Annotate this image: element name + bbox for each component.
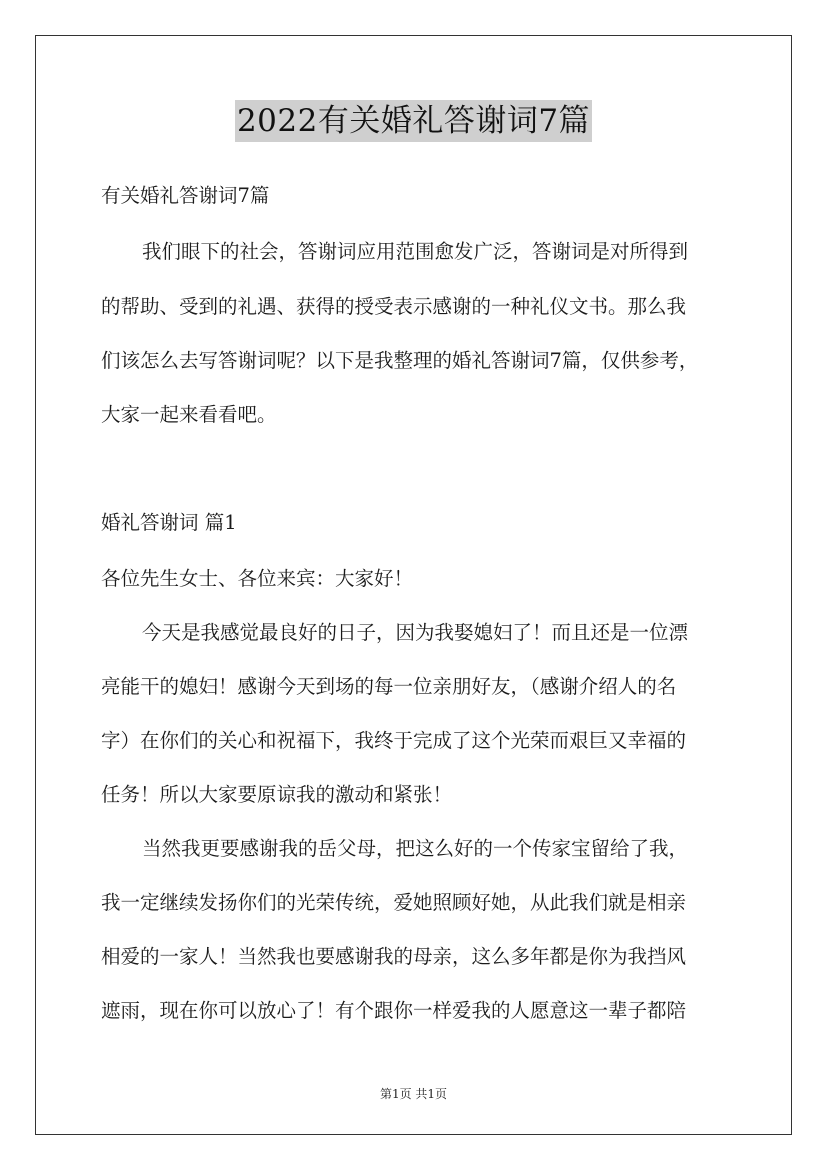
paragraph-line: 相爱的一家人！当然我也要感谢我的母亲，这么多年都是你为我挡风: [101, 945, 687, 968]
paragraph-line: 亮能干的媳妇！感谢今天到场的每一位亲朋好友，（感谢介绍人的名: [101, 675, 677, 698]
page-number-footer: 第1页 共1页: [379, 1087, 448, 1101]
paragraph-line: 我一定继续发扬你们的光荣传统，爱她照顾好她，从此我们就是相亲: [101, 891, 687, 914]
intro-line: 的帮助、受到的礼遇、获得的授受表示感谢的一种礼仪文书。那么我: [101, 295, 687, 318]
paragraph-line: 当然我更要感谢我的岳父母，把这么好的一个传家宝留给了我，: [142, 837, 689, 860]
paragraph-line: 今天是我感觉最良好的日子，因为我娶媳妇了！而且还是一位漂: [142, 621, 689, 644]
section-heading: 婚礼答谢词 篇1: [101, 511, 237, 534]
intro-line: 我们眼下的社会，答谢词应用范围愈发广泛，答谢词是对所得到: [142, 240, 689, 263]
paragraph-line: 字）在你们的关心和祝福下，我终于完成了这个光荣而艰巨又幸福的: [101, 729, 687, 752]
document-title: 2022有关婚礼答谢词7篇: [235, 100, 592, 142]
subtitle: 有关婚礼答谢词7篇: [101, 184, 270, 207]
title-container: [0, 100, 827, 142]
intro-line: 们该怎么去写答谢词呢？以下是我整理的婚礼答谢词7篇，仅供参考，: [101, 349, 699, 372]
greeting: 各位先生女士、各位来宾：大家好！: [101, 567, 414, 590]
paragraph-line: 遮雨，现在你可以放心了！有个跟你一样爱我的人愿意这一辈子都陪: [101, 999, 687, 1022]
intro-line: 大家一起来看看吧。: [101, 403, 277, 426]
paragraph-line: 任务！所以大家要原谅我的激动和紧张！: [101, 783, 453, 806]
